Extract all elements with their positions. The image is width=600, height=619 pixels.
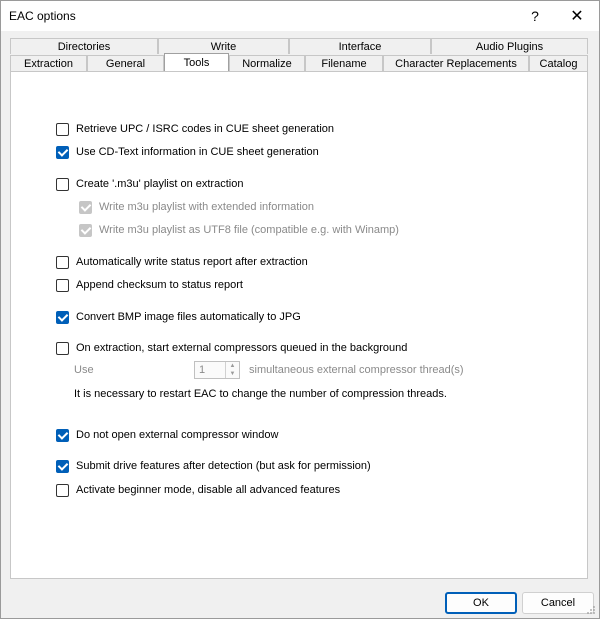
m3u-utf8-label: Write m3u playlist as UTF8 file (compatible e.g. with Winamp) — [99, 224, 399, 236]
tab-tools[interactable]: Tools — [164, 53, 229, 71]
option-append-checksum[interactable] — [56, 277, 243, 293]
option-ext-compressors-bg[interactable] — [56, 340, 407, 356]
option-m3u-utf8[interactable] — [79, 222, 399, 238]
spin-down-icon[interactable]: ▼ — [229, 371, 236, 377]
threads-restart-note: It is necessary to restart EAC to change the number of compression threads. — [74, 388, 447, 400]
window-title: EAC options — [9, 9, 76, 23]
auto-status-checkbox[interactable] — [56, 256, 69, 269]
option-retrieve-upc[interactable] — [56, 121, 334, 137]
use-cdtext-label: Use CD-Text information in CUE sheet generation — [76, 146, 319, 158]
threads-spinner-value: 1 — [199, 364, 206, 376]
tab-catalog[interactable]: Catalog — [529, 55, 588, 71]
tab-write[interactable]: Write — [158, 38, 289, 54]
use-cdtext-checkbox[interactable] — [56, 146, 69, 159]
option-use-cdtext[interactable] — [56, 144, 319, 160]
resize-grip-icon[interactable] — [586, 605, 596, 615]
option-create-m3u[interactable] — [56, 176, 243, 192]
retrieve-upc-label: Retrieve UPC / ISRC codes in CUE sheet generation — [76, 123, 335, 135]
tab-audio-plugins[interactable]: Audio Plugins — [431, 38, 588, 54]
create-m3u-checkbox[interactable] — [56, 178, 69, 191]
tab-normalize[interactable]: Normalize — [229, 55, 305, 71]
tab-directories[interactable]: Directories — [10, 38, 158, 54]
ext-compressors-bg-label: On extraction, start external compressors queued in the background — [76, 342, 408, 354]
submit-drive-checkbox[interactable] — [56, 460, 69, 473]
tab-filename[interactable]: Filename — [305, 55, 383, 71]
option-beginner-mode[interactable] — [56, 482, 340, 498]
retrieve-upc-checkbox[interactable] — [56, 123, 69, 136]
append-checksum-label: Append checksum to status report — [76, 279, 243, 291]
tab-interface[interactable]: Interface — [289, 38, 431, 54]
ok-button[interactable]: OK — [445, 592, 517, 614]
tab-row-top — [10, 38, 588, 55]
option-convert-bmp[interactable] — [56, 309, 301, 325]
tab-extraction[interactable]: Extraction — [10, 55, 87, 71]
close-button[interactable]: ✕ — [570, 8, 584, 25]
m3u-extended-label: Write m3u playlist with extended information — [99, 201, 315, 213]
option-m3u-extended[interactable] — [79, 199, 314, 215]
no-open-compressor-checkbox[interactable] — [56, 429, 69, 442]
cancel-button[interactable]: Cancel — [522, 592, 594, 614]
threads-spinner-buttons — [225, 362, 239, 378]
convert-bmp-checkbox[interactable] — [56, 311, 69, 324]
threads-spinner[interactable] — [194, 361, 240, 379]
title-bar — [1, 1, 599, 31]
ext-compressors-bg-checkbox[interactable] — [56, 342, 69, 355]
threads-suffix-label: simultaneous external compressor thread(s) — [249, 364, 464, 376]
tab-general[interactable]: General — [87, 55, 164, 71]
beginner-mode-checkbox[interactable] — [56, 484, 69, 497]
tools-tab-panel — [10, 71, 588, 579]
option-submit-drive[interactable] — [56, 458, 371, 474]
tab-row-bottom — [10, 55, 588, 72]
convert-bmp-label: Convert BMP image files automatically to JPG — [76, 311, 301, 323]
auto-status-label: Automatically write status report after extraction — [76, 256, 308, 268]
submit-drive-label: Submit drive features after detection (but ask for permission) — [76, 460, 371, 472]
m3u-utf8-checkbox[interactable] — [79, 224, 92, 237]
option-auto-status[interactable] — [56, 254, 308, 270]
option-no-open-compressor[interactable] — [56, 427, 278, 443]
threads-use-label: Use — [74, 364, 94, 376]
create-m3u-label: Create '.m3u' playlist on extraction — [76, 178, 244, 190]
no-open-compressor-label: Do not open external compressor window — [76, 429, 279, 441]
m3u-extended-checkbox[interactable] — [79, 201, 92, 214]
beginner-mode-label: Activate beginner mode, disable all advanced features — [76, 484, 341, 496]
tab-character-replacements[interactable]: Character Replacements — [383, 55, 529, 71]
append-checksum-checkbox[interactable] — [56, 279, 69, 292]
spin-up-icon[interactable]: ▲ — [229, 363, 236, 369]
help-button[interactable]: ? — [531, 8, 539, 24]
